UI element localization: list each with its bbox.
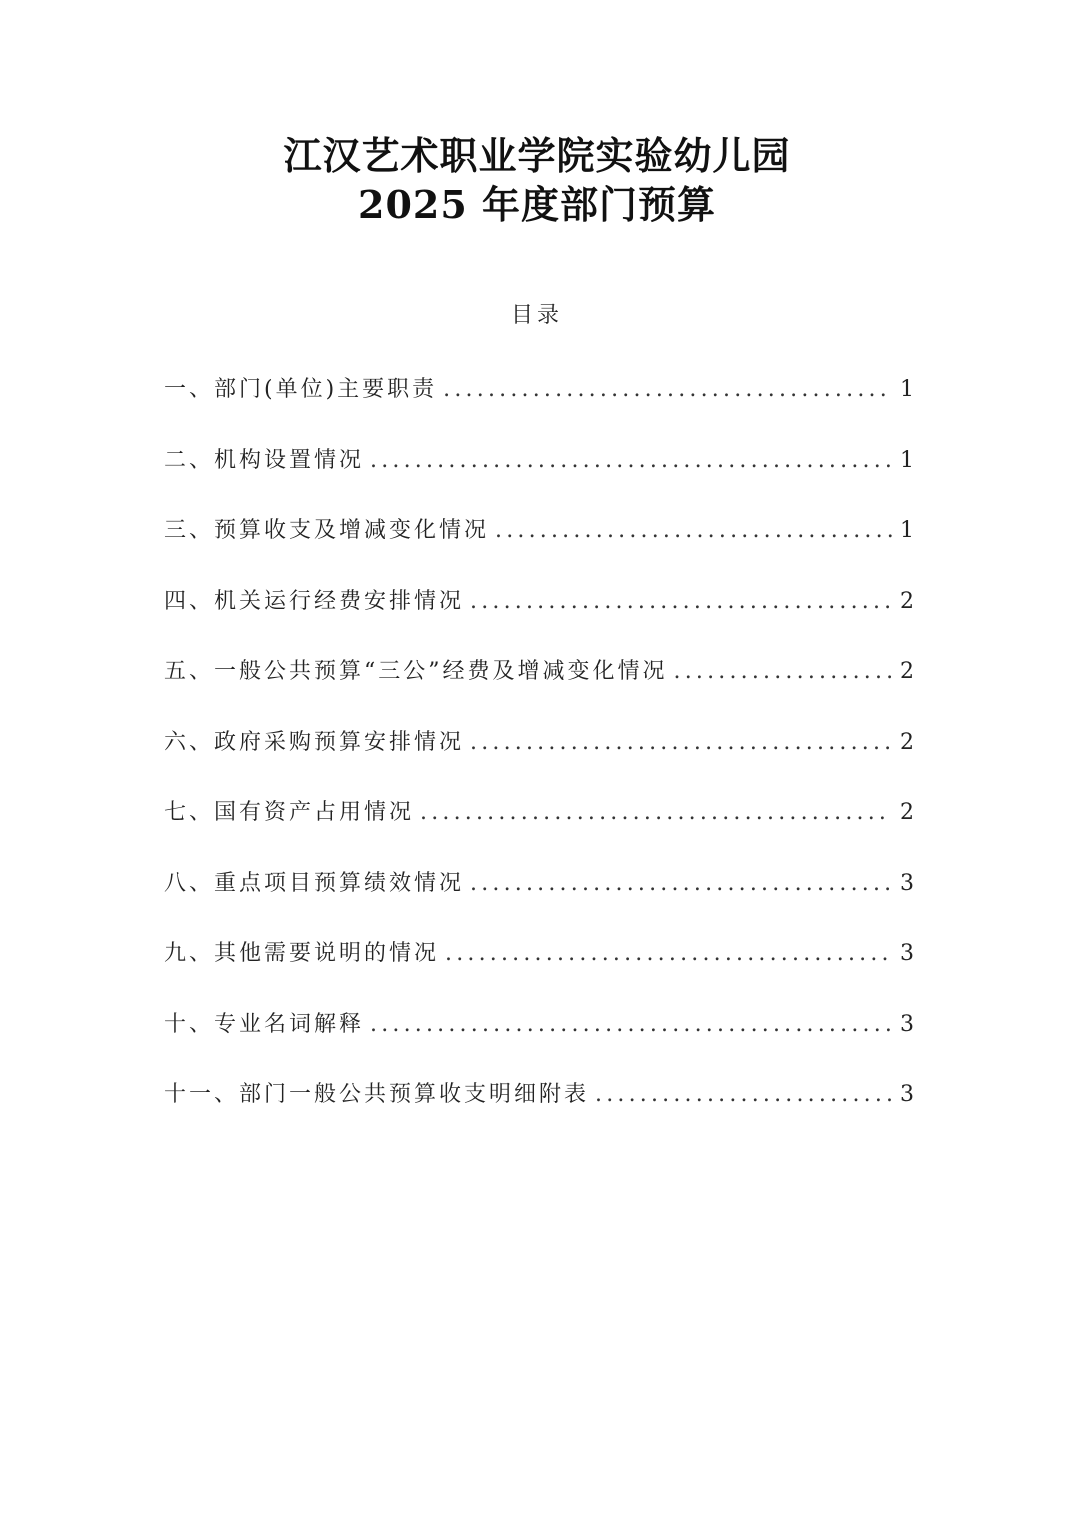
toc-entry-page: 2 [900, 659, 914, 684]
toc-entry-8[interactable] [164, 868, 914, 939]
toc-entry-6[interactable] [164, 727, 914, 798]
toc-entry-7[interactable] [164, 797, 914, 868]
toc-entry-3[interactable] [164, 515, 914, 586]
toc-leader-dots [370, 1009, 892, 1041]
toc-entry-page: 2 [900, 729, 914, 755]
toc-entry-page: 3 [900, 941, 914, 966]
toc-entry-page: 1 [900, 377, 914, 402]
toc-entry-label: 十、专业名词解释 [164, 1011, 365, 1037]
toc-entry-4[interactable] [164, 586, 914, 657]
toc-entry-label: 三、预算收支及增减变化情况 [164, 518, 490, 543]
toc-entry-page: 1 [900, 518, 914, 543]
toc-leader-dots [470, 586, 892, 618]
toc-leader-dots [595, 1079, 892, 1111]
toc-entry-label: 九、其他需要说明的情况 [164, 941, 440, 966]
toc-entry-label: 二、机构设置情况 [164, 447, 365, 473]
toc-entry-page: 3 [900, 1082, 914, 1107]
toc-entry-label: 一、部门(单位)主要职责 [164, 377, 438, 402]
toc-entry-page: 2 [900, 800, 914, 825]
toc-entry-10[interactable] [164, 1009, 914, 1080]
document-title-line-1: 江汉艺术职业学院实验幼儿园 [283, 133, 791, 178]
toc-entry-page: 3 [900, 870, 914, 896]
toc-entry-1[interactable] [164, 374, 914, 445]
toc-entry-5[interactable] [164, 656, 914, 727]
toc-leader-dots [470, 727, 892, 759]
toc-entry-2[interactable] [164, 445, 914, 516]
toc-heading: 目录 [510, 303, 563, 328]
toc-leader-dots [420, 797, 892, 829]
toc-entry-label: 五、一般公共预算“三公”经费及增减变化情况 [164, 659, 668, 684]
toc-leader-dots [495, 515, 892, 547]
toc-leader-dots [674, 656, 893, 688]
toc-entry-page: 2 [900, 588, 914, 614]
document-title-line-2: 2025 年度部门预算 [358, 182, 716, 227]
toc-entry-page: 3 [900, 1011, 914, 1037]
toc-leader-dots [445, 938, 892, 970]
table-of-contents [164, 374, 914, 1150]
toc-entry-11[interactable] [164, 1079, 914, 1150]
toc-entry-label: 八、重点项目预算绩效情况 [164, 870, 465, 896]
toc-entry-label: 十一、部门一般公共预算收支明细附表 [164, 1082, 590, 1107]
toc-leader-dots [370, 445, 892, 477]
toc-leader-dots [443, 374, 892, 406]
toc-entry-page: 1 [900, 447, 914, 473]
toc-entry-label: 七、国有资产占用情况 [164, 800, 415, 825]
toc-entry-9[interactable] [164, 938, 914, 1009]
toc-leader-dots [470, 868, 892, 900]
toc-entry-label: 六、政府采购预算安排情况 [164, 729, 465, 755]
toc-entry-label: 四、机关运行经费安排情况 [164, 588, 465, 614]
